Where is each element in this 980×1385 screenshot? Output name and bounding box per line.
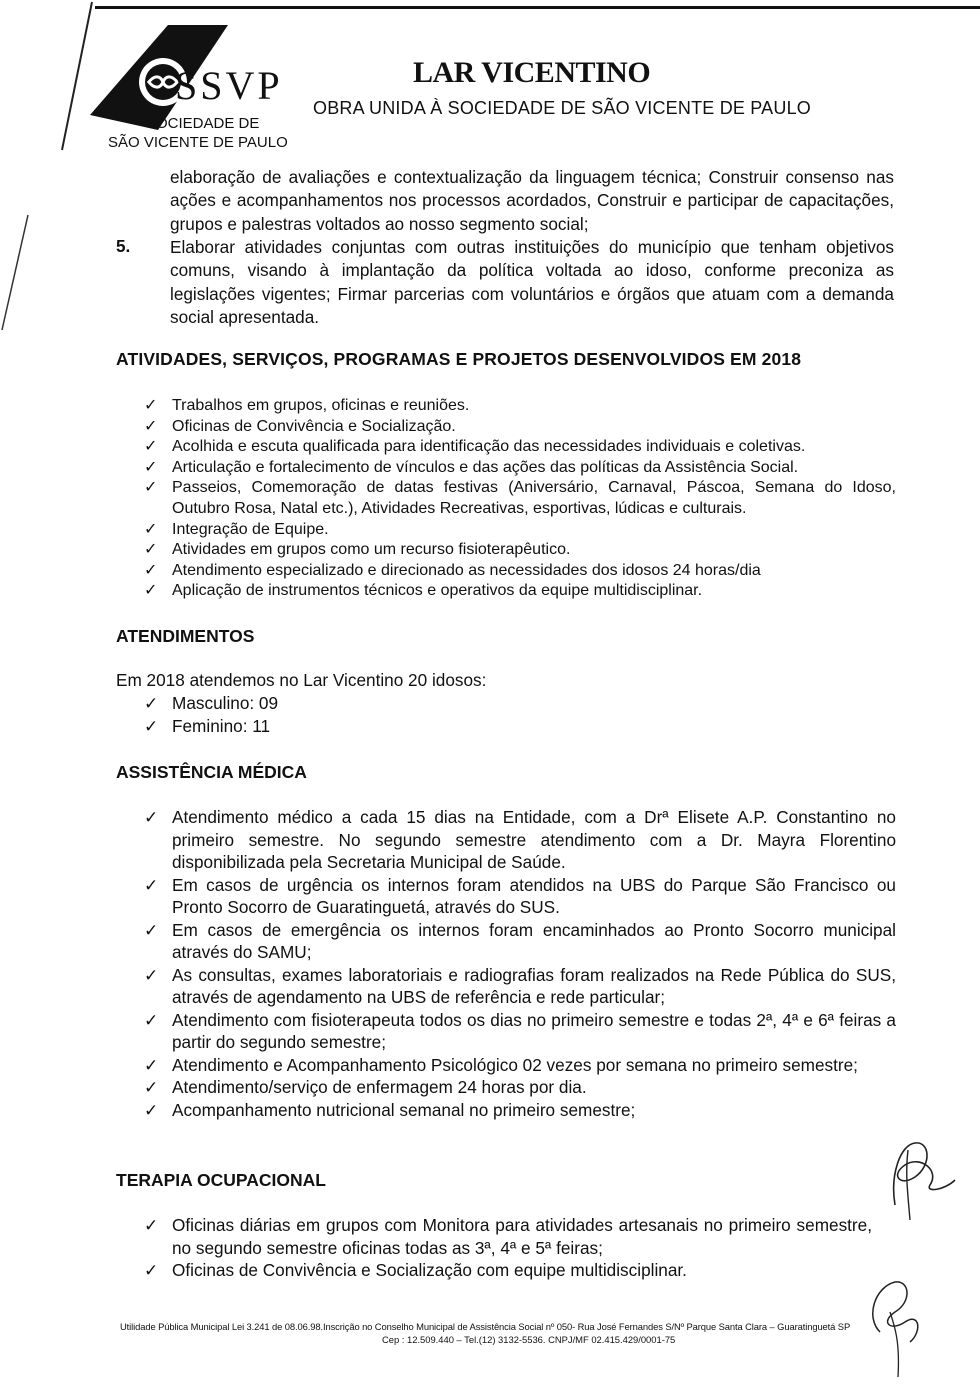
list-item: ✓ Trabalhos em grupos, oficinas e reuniões. (144, 396, 896, 417)
handwritten-signature (850, 1272, 930, 1382)
check-icon: ✓ (144, 1099, 159, 1120)
check-icon: ✓ (144, 1260, 159, 1280)
check-icon: ✓ (144, 1077, 159, 1097)
atendimentos-intro: Em 2018 atendemos no Lar Vicentino 20 idosos: (116, 670, 487, 690)
list-item: ✓ Integração de Equipe. (144, 520, 896, 541)
check-icon: ✓ (144, 964, 159, 985)
list-item: ✓ As consultas, exames laboratoriais e radiografias foram realizados na Rede Pública do SUS, através de agendamento na UBS de referência e rede particular; (144, 964, 896, 1007)
check-icon: ✓ (144, 582, 158, 600)
check-icon: ✓ (144, 693, 159, 713)
list-item: ✓ Acompanhamento nutricional semanal no primeiro semestre; (144, 1099, 636, 1120)
list-item: ✓ Oficinas de Convivência e Socialização. (144, 417, 896, 438)
check-icon: ✓ (144, 458, 158, 476)
check-icon: ✓ (144, 1215, 159, 1235)
section-title-terapia: TERAPIA OCUPACIONAL (116, 1170, 326, 1190)
check-icon: ✓ (144, 479, 158, 497)
list-item: ✓ Atendimento e Acompanhamento Psicológico 02 vezes por semana no primeiro semestre; (144, 1054, 858, 1075)
section-title-atividades: ATIVIDADES, SERVIÇOS, PROGRAMAS E PROJETOS DESENVOLVIDOS EM 2018 (116, 349, 802, 369)
logo-text: SSVP (175, 63, 283, 108)
atividades-list (144, 396, 896, 602)
check-icon: ✓ (144, 520, 158, 538)
check-icon: ✓ (144, 807, 159, 827)
list-item: ✓ Em casos de emergência os internos foram encaminhados ao Pronto Socorro municipal através do SAMU; (144, 919, 896, 962)
check-icon: ✓ (144, 541, 158, 559)
list-item: ✓ Atividades em grupos como um recurso fisioterapêutico. (144, 540, 896, 561)
org-title: LAR VICENTINO (413, 56, 651, 89)
list-item: ✓ Feminino: 11 (144, 715, 271, 736)
section-title-assistencia: ASSISTÊNCIA MÉDICA (116, 762, 307, 782)
list-item: ✓ Acolhida e escuta qualificada para identificação das necessidades individuais e coletivas. (144, 437, 896, 458)
continued-paragraph: elaboração de avaliações e contextualização da linguagem técnica; Construir consenso nas ações e acompanhamentos nos processos acordados, Construir e participar de capacitações, grupos e palestras voltados ao nosso segmento social; (170, 167, 894, 234)
check-icon: ✓ (144, 417, 158, 435)
list-item: ✓ Aplicação de instrumentos técnicos e operativos da equipe multidisciplinar. (144, 581, 896, 602)
list-item: ✓ Atendimento especializado e direcionado as necessidades dos idosos 24 horas/dia (144, 561, 896, 582)
list-item: ✓ Atendimento com fisioterapeuta todos os dias no primeiro semestre e todas 2ª, 4ª e 6ª feiras a partir do segundo semestre; (144, 1009, 896, 1052)
footer-line-1: Utilidade Pública Municipal Lei 3.241 de 08.06.98.Inscrição no Conselho Municipal de Assistência Social nº 050- Rua José Fernandes S/Nº Parque Santa Clara – Guaratinguetá SP (120, 1321, 851, 1332)
terapia-list (144, 1214, 872, 1282)
item-number-5: 5. (116, 236, 131, 256)
section-title-atendimentos: ATENDIMENTOS (116, 626, 255, 646)
list-item: ✓ Passeios, Comemoração de datas festivas (Aniversário, Carnaval, Páscoa, Semana do Idoso, Outubro Rosa, Natal etc.), Atividades Recreativas, esportivas, lúdicas e culturais. (144, 479, 896, 517)
society-name-line1: SOCIEDADE DE (146, 115, 260, 132)
list-item: ✓ Oficinas diárias em grupos com Monitora para atividades artesanais no primeiro semestre, no segundo semestre oficinas todas as 3ª, 4ª e 5ª feiras; (144, 1215, 872, 1258)
society-name-line2: SÃO VICENTE DE PAULO (108, 134, 288, 151)
check-icon: ✓ (144, 1009, 159, 1030)
list-item: ✓ Articulação e fortalecimento de vínculos e das ações das políticas da Assistência Social. (144, 458, 896, 479)
assistencia-list (144, 806, 896, 1121)
top-border-line (95, 6, 980, 9)
list-item: ✓ Oficinas de Convivência e Socialização com equipe multidisciplinar. (144, 1260, 687, 1280)
org-subtitle: OBRA UNIDA À SOCIEDADE DE SÃO VICENTE DE PAULO (313, 98, 811, 118)
check-icon: ✓ (144, 561, 158, 579)
check-icon: ✓ (144, 438, 158, 456)
check-icon: ✓ (144, 874, 159, 895)
list-item: ✓ Atendimento médico a cada 15 dias na Entidade, com a Drª Elisete A.P. Constantino no primeiro semestre. No segundo semestre atendimento com a Dr. Mayra Florentino disponibilizada pela Secretaria Municipal de Saúde. (144, 807, 896, 872)
check-icon: ✓ (144, 1054, 159, 1075)
atendimentos-list (144, 692, 444, 737)
list-item: ✓ Atendimento/serviço de enfermagem 24 horas por dia. (144, 1077, 587, 1097)
check-icon: ✓ (144, 397, 158, 414)
handwritten-initials (870, 1135, 960, 1225)
check-icon: ✓ (144, 715, 159, 736)
list-item: ✓ Em casos de urgência os internos foram atendidos na UBS do Parque São Francisco ou Pronto Socorro de Guaratinguetá, através do SUS. (144, 874, 896, 917)
footer-line-2: Cep : 12.509.440 – Tel.(12) 3132-5536. CNPJ/MF 02.415.429/0001-75 (382, 1334, 676, 1345)
list-item: ✓ Masculino: 09 (144, 693, 279, 713)
item-5-text: Elaborar atividades conjuntas com outras instituições do município que tenham objetivos comuns, visando à implantação da política voltada ao idoso, conforme preconiza as legislações vigentes; Firmar parcerias com voluntários e órgãos que atuam com a demanda social apresentada. (170, 237, 894, 327)
check-icon: ✓ (144, 919, 159, 940)
